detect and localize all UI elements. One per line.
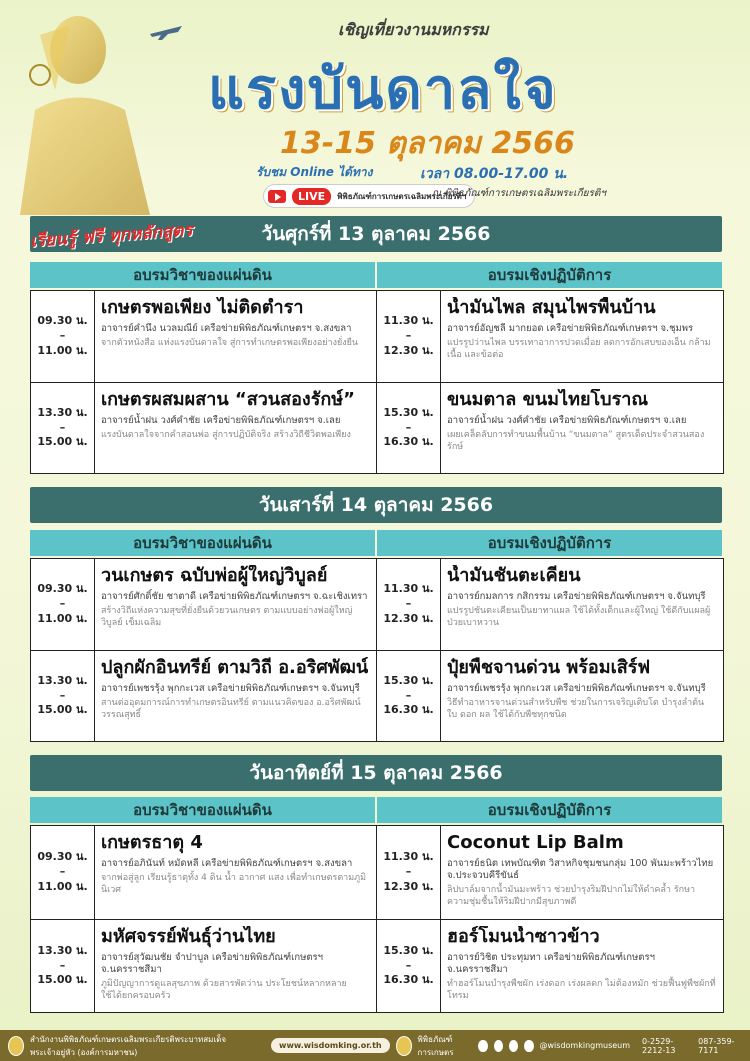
time-slot: 15.30 น. – 16.30 น. [377,383,441,473]
hero-banner [0,0,750,215]
session-topic: เกษตรพอเพียง ไม่ติดตำรา [101,297,304,318]
time-slot: 13.30 น. – 15.00 น. [31,383,95,473]
session-topic: เกษตรธาตุ 4 [101,832,203,853]
session-description: วิธีทำอาหารจานด่วนสำหรับพืช ช่วยในการเจริญเติบโต บำรุงลำต้น ใบ ดอก ผล ใช้ได้กับพืชทุกชนิด [447,697,705,721]
session-cell [95,559,377,651]
session-speaker: อาจารย์วิชิต ประทุมทา เครือข่ายพิพิธภัณฑ์เกษตรฯ จ.นครราชสีมา [447,951,655,975]
category-workshop: อบรมเชิงปฏิบัติการ [377,530,722,556]
session-topic: ปลูกผักอินทรีย์ ตามวิถี อ.อริศพัฒน์ [101,657,369,678]
session-speaker: อาจารย์ศักดิ์ชัย ชาตาดี เครือข่ายพิพิธภัณฑ์เกษตรฯ จ.ฉะเชิงเทรา [101,590,368,602]
time-slot: 09.30 น. – 11.00 น. [31,826,95,920]
line-icon[interactable] [494,1040,503,1052]
session-description: ลิปบาล์มจากน้ำมันมะพร้าว ช่วยบำรุงริมฝีปากไม่ให้ดำคล้ำ รักษาความชุ่มชื้นให้ริมฝีปากมีสุขภาพดี [447,885,696,908]
session-description: ภูมิปัญญาการดูแลสุขภาพ ด้วยสารพัดว่าน ประโยชน์หลากหลาย ใช้ได้ยกครอบครัว [101,979,347,1002]
session-description: สานต่ออุดมการณ์การทำเกษตรอินทรีย์ ตามแนวคิดของ อ.อริศพัฒน์ วรรณสุทธิ์ [101,697,361,721]
session-speaker: อาจารย์น้ำฝน วงศ์คำชัย เครือข่ายพิพิธภัณฑ์เกษตรฯ จ.เลย [101,414,341,426]
session-cell [441,826,723,920]
time-slot: 15.30 น. – 16.30 น. [377,651,441,741]
session-topic: Coconut Lip Balm [447,832,624,853]
schedule-table [30,825,724,1013]
session-description: เผยเคล็ดลับการทำขนมพื้นบ้าน “ขนมตาล” สูตรเด็ดประจำสวนสองรักษ์ [447,429,705,453]
session-speaker: อาจารย์เพชรรุ้ง พุกกะเวส เครือข่ายพิพิธภัณฑ์เกษตรฯ จ.จันทบุรี [101,682,360,694]
free-course-tag: เรียนรู้ ฟรี ทุกหลักสูตร [29,220,194,252]
session-description: จากพ่อสู่ลูก เรียนรู้ธาตุทั้ง 4 ดิน น้ำ อากาศ แสง เพื่อทำเกษตรตามภูมินิเวศ [101,872,367,896]
session-description: แรงบันดาลใจจากคำสอนพ่อ สู่การปฏิบัติจริง สร้างวิถีชีวิตพอเพียง [101,429,351,440]
session-cell [441,559,723,651]
session-cell [95,383,377,473]
session-speaker: อาจารย์เพชรรุ้ง พุกกะเวส เครือข่ายพิพิธภัณฑ์เกษตรฯ จ.จันทบุรี [447,682,706,694]
category-lecture: อบรมวิชาของแผ่นดิน [30,530,375,556]
time-slot: 13.30 น. – 15.00 น. [31,920,95,1012]
footer-org-name: สำนักงานพิพิธภัณฑ์เกษตรเฉลิมพระเกียรติพระบาทสมเด็จพระเจ้าอยู่หัว (องค์การมหาชน) [29,1034,227,1057]
session-topic: ปุ๋ยพืชจานด่วน พร้อมเสิร์ฟ [447,657,651,678]
session-speaker: อาจารย์อัญชลี มากยอด เครือข่ายพิพิธภัณฑ์เกษตรฯ จ.ชุมพร [447,322,694,334]
day-header: วันอาทิตย์ที่ 15 ตุลาคม 2566 [30,755,722,791]
category-workshop: อบรมเชิงปฏิบัติการ [377,797,722,823]
museum-logo-icon [396,1036,412,1056]
session-speaker: อาจารย์กมลการ กสิกรรม เครือข่ายพิพิธภัณฑ์เกษตรฯ จ.จันทบุรี [447,590,706,602]
airplane-icon [148,22,184,42]
event-time: เวลา 08.00-17.00 น. [420,166,569,182]
session-topic: วนเกษตร ฉบับพ่อผู้ใหญ่วิบูลย์ [101,565,328,586]
session-cell [441,651,723,741]
session-speaker: อาจารย์น้ำฝน วงศ์คำชัย เครือข่ายพิพิธภัณฑ์เกษตรฯ จ.เลย [447,414,687,426]
time-slot: 11.30 น. – 12.30 น. [377,559,441,651]
time-slot: 11.30 น. – 12.30 น. [377,826,441,920]
session-cell [95,291,377,383]
session-topic: ฮอร์โมนน้ำซาวข้าว [447,926,600,947]
session-description: สร้างวิถีแห่งความสุขที่ยั่งยืนด้วยวนเกษตร ตามแบบอย่างพ่อผู้ใหญ่วิบูลย์ เข็มเฉลิม [101,605,353,629]
session-topic: ขนมตาล ขนมไทยโบราณ [447,389,649,410]
session-speaker: อาจารย์สุวัฒนชัย จำปาบูล เครือข่ายพิพิธภัณฑ์เกษตรฯ จ.นครราชสีมา [101,951,323,975]
footer-bar [0,1030,750,1061]
session-cell [95,826,377,920]
category-row [30,262,722,288]
session-speaker: อาจารย์อภินันท์ หมัดหลี เครือข่ายพิพิธภัณฑ์เกษตรฯ จ.สงขลา [101,857,353,869]
category-lecture: อบรมวิชาของแผ่นดิน [30,262,375,288]
live-channel-name: พิพิธภัณฑ์การเกษตรเฉลิมพระเกียรติฯ [337,191,467,201]
event-title: แรงบันดาลใจ [208,57,558,122]
session-description: ทำฮอร์โมนบำรุงพืชผัก เร่งดอก เร่งผลดก ไม่ต้องหมัก ช่วยฟื้นฟูพืชผักที่โทรม [447,979,716,1002]
time-slot: 15.30 น. – 16.30 น. [377,920,441,1012]
day-header: วันเสาร์ที่ 14 ตุลาคม 2566 [30,487,722,523]
time-slot: 13.30 น. – 15.00 น. [31,651,95,741]
session-speaker: อาจารย์คำนึง นวลมณีย์ เครือข่ายพิพิธภัณฑ์เกษตรฯ จ.สงขลา [101,322,352,334]
session-speaker: อาจารย์ธนิต เทพบัณฑิต วิสาหกิจชุมชนกลุ่ม 100 พันมะพร้าวไทย จ.ประจวบคีรีขันธ์ [447,857,714,881]
session-cell [441,920,723,1012]
category-row [30,530,722,556]
time-slot: 09.30 น. – 11.00 น. [31,291,95,383]
session-topic: เกษตรผสมผสาน “สวนสองรักษ์” [101,389,355,410]
online-watch-text: รับชม Online ได้ทาง [256,165,373,179]
session-description: แปรรูปว่านไพล บรรเทาอาการปวดเมื่อย ลดการอักเสบของเอ็น กล้ามเนื้อ และข้อต่อ [447,337,711,361]
phone-number-1: 0-2529-2212-13 [642,1036,676,1055]
facebook-icon[interactable] [478,1040,487,1052]
youtube-icon [268,190,286,203]
category-workshop: อบรมเชิงปฏิบัติการ [377,262,722,288]
day-header: วันศุกร์ที่ 13 ตุลาคม 2566 [30,216,722,252]
session-cell [441,291,723,383]
session-topic: น้ำมันไพล สมุนไพรพื้นบ้าน [447,297,656,318]
session-cell [95,651,377,741]
session-description: จากตัวหนังสือ แห่งแรงบันดาลใจ สู่การทำเกษตรพอเพียงอย่างยั่งยืน [101,337,359,348]
invite-text: เชิญเที่ยวงานมหกรรม [338,20,489,39]
org-logo-icon [8,1036,24,1056]
time-slot: 11.30 น. – 12.30 น. [377,291,441,383]
schedule-table [30,290,724,474]
youtube-footer-icon[interactable] [524,1040,533,1052]
live-badge: LIVE [292,188,331,205]
website-link[interactable]: www.wisdomking.or.th [271,1038,390,1053]
schedule-table [30,558,724,742]
event-venue: ณ พิพิธภัณฑ์การเกษตรเฉลิมพระเกียรติฯ [432,188,606,199]
event-dates: 13-15 ตุลาคม 2566 [280,126,575,161]
session-cell [441,383,723,473]
footer-museum-name: พิพิธภัณฑ์การเกษตร [417,1034,454,1057]
time-slot: 09.30 น. – 11.00 น. [31,559,95,651]
category-row [30,797,722,823]
session-topic: มหัศจรรย์พันธุ์ว่านไทย [101,926,276,947]
phone-number-2: 087-359-7171 [698,1036,735,1055]
session-description: แปรรูปชันตะเคียนเป็นยาทาแผล ใช้ได้ทั้งเด็กและผู้ใหญ่ ใช้ดีกับแผลผู้ป่วยเบาหวาน [447,605,711,629]
session-cell [95,920,377,1012]
social-handle[interactable]: @wisdomkingmuseum [539,1041,631,1050]
session-topic: น้ำมันชันตะเคียน [447,565,581,586]
category-lecture: อบรมวิชาของแผ่นดิน [30,797,375,823]
tiktok-icon[interactable] [509,1040,518,1052]
